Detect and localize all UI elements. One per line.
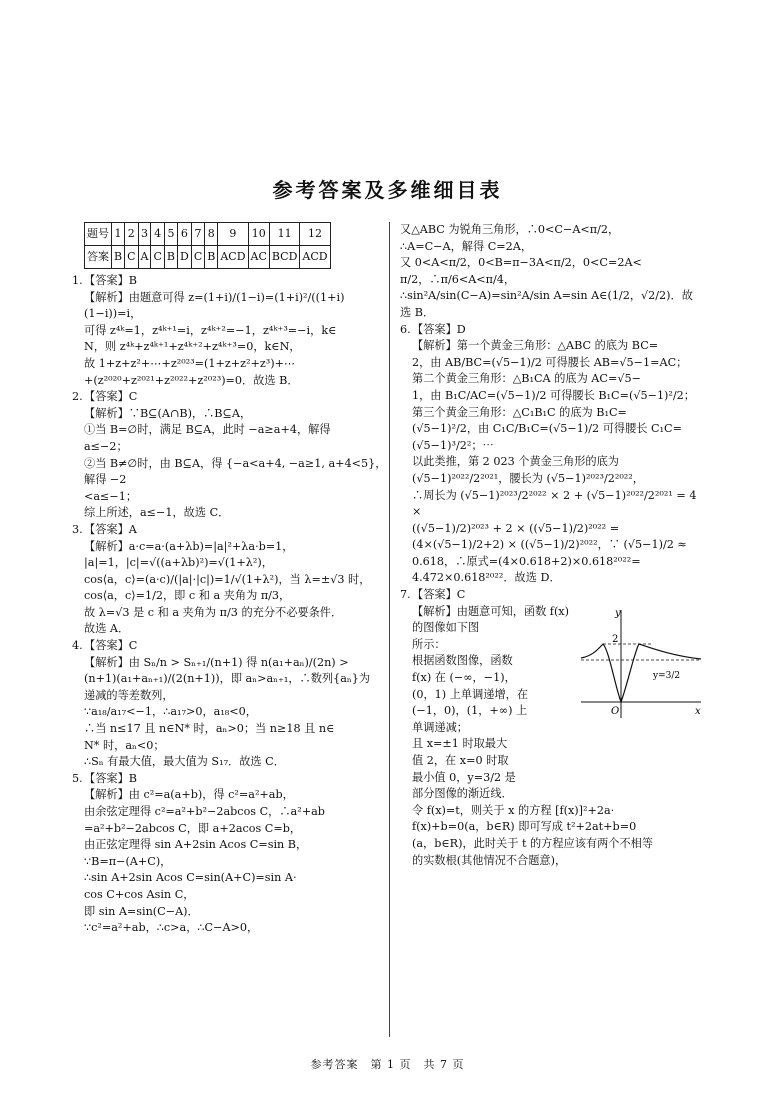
- solution-line: 第二个黄金三角形：△B₁CA 的底为 AC=√5−: [412, 372, 641, 386]
- answer-table-number: 6: [177, 223, 191, 246]
- answer-tag: 【答案】D: [412, 322, 466, 336]
- solution-line: 以此类推，第 2 023 个黄金三角形的底为: [412, 455, 619, 469]
- solution-line: 【解析】第一个黄金三角形：△ABC 的底为 BC=: [412, 339, 659, 353]
- answer-tag: 【答案】C: [84, 639, 138, 653]
- answer-tag: 【答案】C: [84, 390, 138, 404]
- solution-line: (4×(√5−1)/2+2) × ((√5−1)/2)²⁰²²，∵ (√5−1)/2 ≈: [412, 538, 687, 552]
- solution-line: 部分图像的渐近线．: [412, 787, 513, 801]
- answer-table-answer: AC: [248, 246, 269, 269]
- page-footer: 参考答案 第 1 页 共 7 页: [310, 1058, 465, 1071]
- answer-table-row-label: 题号: [85, 223, 112, 246]
- solution-line: <a≤−1；: [84, 489, 138, 503]
- solution-line: N* 时，aₙ<0；: [84, 738, 165, 752]
- solution-line: ∵a₁₈/a₁₇<−1，∴a₁₇>0，a₁₈<0，: [84, 705, 257, 719]
- solution-line: =a²+b²−2abcos C，即 a+2acos C=b，: [84, 821, 302, 835]
- answer-table-answer: A: [138, 246, 151, 269]
- answer-table-answer: B: [205, 246, 218, 269]
- solution-line: 【解析】∵B⊆(A∩B)，∴B⊆A，: [84, 406, 252, 420]
- answer-table-answer-row: [85, 246, 331, 269]
- solution-line: 根据函数图像，函数: [412, 654, 513, 668]
- solution-line: 由余弦定理得 c²=a²+b²−2abcos C，∴a²+ab: [84, 805, 325, 818]
- function-curve: [581, 644, 701, 702]
- solution-line: ∴sin²A/sin(C−A)=sin²A/sin A=sin A∈(1/2，√2/2)．故: [400, 289, 693, 303]
- solution-line: 2，由 AB/BC=(√5−1)/2 可得腰长 AB=√5−1=AC；: [412, 355, 688, 369]
- solution-line: cos⟨a，c⟩=1/2，即 c 和 a 夹角为 π/3，: [84, 589, 291, 603]
- solution-line: (0，1) 上单调递增，在: [412, 687, 529, 701]
- solution-line: a≤−2；: [84, 439, 128, 453]
- question-number: 1.: [72, 274, 83, 287]
- answer-table-number: 5: [164, 223, 177, 246]
- question-header: [72, 771, 390, 788]
- answer-table-answer: ACD: [218, 246, 248, 269]
- answer-table-number: 7: [191, 223, 204, 246]
- question-5-continuation: [400, 222, 705, 322]
- solution-line: ∵B=π−(A+C)，: [84, 854, 172, 868]
- solution-line: 所示：: [412, 637, 446, 651]
- answer-tag: 【答案】B: [84, 274, 137, 287]
- solution-line: 第三个黄金三角形：△C₁B₁C 的底为 B₁C=: [412, 405, 627, 419]
- question-block: [72, 522, 390, 638]
- answer-table-number: 2: [125, 223, 138, 246]
- solution-line: 可得 z⁴ᵏ=1，z⁴ᵏ⁺¹=i，z⁴ᵏ⁺²=−1，z⁴ᵏ⁺³=−i，k∈: [84, 323, 337, 337]
- answer-table-answer: B: [112, 246, 125, 269]
- solution-line: 【解析】由 Sₙ/n > Sₙ₊₁/(n+1) 得 n(a₁+aₙ)/(2n) >: [84, 655, 349, 669]
- question-number: 3.: [72, 522, 83, 536]
- solution-line: 故 λ=√3 是 c 和 a 夹角为 π/3 的充分不必要条件．: [84, 605, 343, 619]
- answer-tag: 【答案】C: [412, 588, 466, 602]
- solution-line: ∵c²=a²+ab，∴c>a，∴C−A>0，: [84, 921, 259, 935]
- answer-table-number: 3: [138, 223, 151, 246]
- right-questions: [400, 322, 705, 870]
- question-block: [72, 771, 390, 937]
- question-block: [400, 322, 705, 588]
- question-number: 5.: [72, 771, 83, 785]
- x-axis-label: x: [695, 705, 701, 717]
- question-header: [400, 322, 705, 339]
- solution-line: 【解析】由题意可知，函数 f(x) 的图像如下图: [412, 604, 569, 635]
- solution-line: |a|=1，|c|=√((a+λb)²)=√(1+λ²)，: [84, 556, 273, 570]
- question-header: [72, 389, 390, 406]
- solution-line: 单调递减；: [412, 720, 468, 734]
- solution-line: 由正弦定理得 sin A+2sin Acos C=sin B，: [84, 838, 308, 852]
- solution-line: ((√5−1)/2)²⁰²³ + 2 × ((√5−1)/2)²⁰²² =: [412, 521, 620, 535]
- solution-line: 又 0<A<π/2，0<B=π−3A<π/2，0<C=2A<: [400, 256, 642, 270]
- question-block: [400, 587, 705, 869]
- left-questions: [72, 273, 390, 937]
- answer-table-number: 4: [151, 223, 164, 246]
- answer-table-answer: C: [191, 246, 204, 269]
- solution-line: (−1，0)，(1，+∞) 上: [412, 704, 528, 718]
- function-graph: [577, 606, 705, 724]
- question-number: 7.: [400, 588, 411, 602]
- answer-table-number: 10: [248, 223, 269, 246]
- solution-line: (√5−1)²/2，由 C₁C/B₁C=(√5−1)/2 可得腰长 C₁C=: [412, 422, 682, 436]
- solution-line: 值 2，在 x=0 时取: [412, 754, 509, 767]
- solution-line: 最小值 0，y=3/2 是: [412, 770, 516, 784]
- solution-line: ∴Sₙ 有最大值，最大值为 S₁₇．故选 C．: [84, 755, 285, 769]
- solution-line: (√5−1)²⁰²²/2²⁰²¹，腰长为 (√5−1)²⁰²³/2²⁰²²，: [412, 471, 644, 485]
- answer-tag: 【答案】A: [84, 522, 137, 536]
- max-value-label: 2: [612, 633, 619, 645]
- solution-line: 的实数根(其他情况不合题意)，: [412, 853, 567, 867]
- solution-line: (√5−1)³/2²；⋯: [412, 438, 494, 452]
- solution-line: (n+1)(a₁+aₙ₊₁)/(2(n+1))，即 aₙ>aₙ₊₁，∴数列{aₙ}为: [84, 672, 371, 686]
- question-header: [72, 638, 390, 655]
- answer-table-number: 12: [300, 223, 330, 246]
- answer-table-number-row: [85, 223, 331, 246]
- answer-table-answer: B: [164, 246, 177, 269]
- answer-table-number: 9: [218, 223, 248, 246]
- page-title: 参考答案及多维细目表: [272, 178, 503, 202]
- solution-line: 【解析】由题意可得 z=(1+i)/(1−i)=(1+i)²/((1+i)(1−i))=i，: [84, 290, 345, 321]
- question-header: [400, 587, 705, 604]
- answer-table-row-label: 答案: [85, 246, 112, 269]
- solution-line: f(x)+b=0(a，b∈R) 即可写成 t²+2at+b=0: [412, 820, 637, 834]
- solution-line: 4.472×0.618²⁰²²．故选 D．: [412, 571, 561, 585]
- question-number: 6.: [400, 322, 411, 336]
- solution-line: ∴sin A+2sin Acos C=sin(A+C)=sin A·: [84, 871, 297, 885]
- solution-line: ∴A=C−A，解得 C=2A，: [400, 239, 533, 253]
- solution-line: 故 1+z+z²+⋯+z²⁰²³=(1+z+z²+z³)+⋯: [84, 356, 296, 370]
- solution-line: 综上所述，a≤−1，故选 C．: [84, 506, 230, 520]
- question-header: [72, 522, 390, 539]
- answer-table-number: 8: [205, 223, 218, 246]
- solution-line: 故选 A．: [84, 622, 130, 636]
- answer-table-answer: C: [151, 246, 164, 269]
- solution-line: ①当 B=∅时，满足 B⊆A，此时 −a≥a+4，解得: [84, 423, 331, 437]
- solution-line: 1，由 B₁C/AC=(√5−1)/2 可得腰长 B₁C=(√5−1)²/2；: [412, 388, 695, 402]
- solution-line: N，则 z⁴ᵏ+z⁴ᵏ⁺¹+z⁴ᵏ⁺²+z⁴ᵏ⁺³=0，k∈N，: [84, 340, 301, 354]
- answer-table-answer: C: [125, 246, 138, 269]
- question-block: [72, 638, 390, 771]
- solution-line: 【解析】由 c²=a(a+b)，得 c²=a²+ab，: [84, 788, 294, 802]
- solution-line: 0.618，∴原式=(4×0.618+2)×0.618²⁰²²=: [412, 554, 641, 568]
- answer-table-number: 11: [269, 223, 300, 246]
- solution-line: ∴周长为 (√5−1)²⁰²³/2²⁰²² × 2 + (√5−1)²⁰²²/2²⁰²¹ = 4 ×: [412, 488, 697, 519]
- right-column: [400, 222, 705, 869]
- solution-line: cos C+cos Asin C，: [84, 887, 195, 901]
- answer-table-number: 1: [112, 223, 125, 246]
- solution-line: f(x) 在 (−∞，−1)，: [412, 671, 516, 685]
- solution-line: +(z²⁰²⁰+z²⁰²¹+z²⁰²²+z²⁰²³)=0．故选 B．: [84, 373, 299, 387]
- solution-line: cos⟨a，c⟩=(a·c)/(|a|·|c|)=1/√(1+λ²)，当 λ=±√3 时，: [84, 572, 371, 586]
- left-column: [72, 222, 390, 937]
- solution-line: 递减的等差数列，: [84, 688, 174, 702]
- question-block: [72, 273, 390, 389]
- solution-line: 即 sin A=sin(C−A)．: [84, 904, 199, 918]
- solution-line: 令 f(x)=t，则关于 x 的方程 [f(x)]²+2a·: [412, 803, 615, 817]
- solution-line: 【解析】a·c=a·(a+λb)=|a|²+λa·b=1，: [84, 539, 294, 553]
- solution-line: ②当 B≠∅时，由 B⊆A，得 {−a<a+4, −a≥1, a+4<5}，解得 −2: [84, 456, 387, 487]
- solution-line: 又△ABC 为锐角三角形，∴0<C−A<π/2，: [400, 223, 620, 236]
- solution-line: π/2，∴π/6<A<π/4，: [400, 272, 516, 286]
- solution-line: ∴当 n≤17 且 n∈N* 时，aₙ>0；当 n≥18 且 n∈: [84, 722, 335, 736]
- solution-line: 且 x=±1 时取最大: [412, 737, 508, 751]
- question-number: 2.: [72, 390, 83, 404]
- asymptote-label: y=3/2: [653, 670, 681, 681]
- origin-label: O: [611, 705, 620, 717]
- answer-table-answer: ACD: [300, 246, 330, 269]
- question-number: 4.: [72, 639, 83, 653]
- answer-tag: 【答案】B: [84, 771, 137, 785]
- solution-line: (a，b∈R)，此时关于 t 的方程应该有两个不相等: [412, 836, 654, 850]
- answer-table: [84, 222, 331, 269]
- question-header: [72, 273, 390, 290]
- y-axis-label: y: [615, 607, 621, 619]
- solution-line: 选 B．: [400, 305, 435, 319]
- question-block: [72, 389, 390, 522]
- answer-table-answer: D: [177, 246, 191, 269]
- answer-table-answer: BCD: [269, 246, 300, 269]
